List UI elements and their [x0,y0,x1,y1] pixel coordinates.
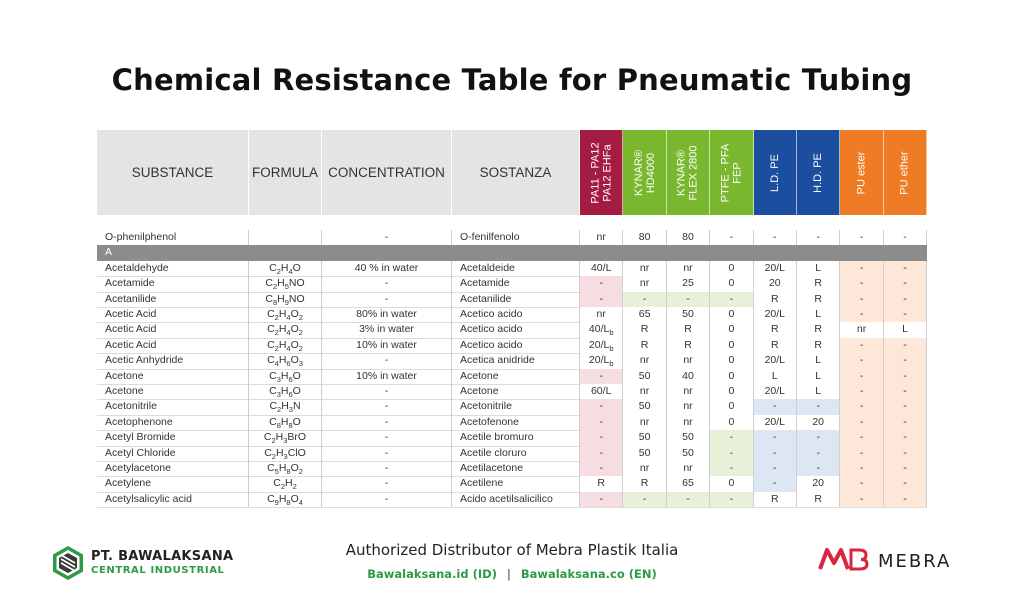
header-substance: SUBSTANCE [97,130,249,215]
cell-concentration: - [322,415,452,430]
cell-rating: nr [667,415,710,430]
material-label: PU ether [898,150,911,195]
cell-substance: Acetylacetone [97,461,249,476]
header-concentration: CONCENTRATION [322,130,452,215]
cell-sostanza: Acetico acido [452,307,580,322]
section-letter: A [105,246,113,259]
cell-sostanza: Acetile cloruro [452,446,580,461]
cell-rating: R [667,322,710,337]
cell-rating: R [754,492,797,507]
cell-rating: - [710,430,753,445]
cell-rating: 65 [623,307,666,322]
table-row [97,353,927,369]
header-formula: FORMULA [249,130,322,215]
cell-substance: Acetophenone [97,415,249,430]
cell-rating: R [754,292,797,307]
cell-rating: 0 [710,307,753,322]
cell-concentration: 80% in water [322,307,452,322]
cell-concentration: 3% in water [322,322,452,337]
website-links [0,567,1024,581]
cell-concentration: - [322,292,452,307]
cell-rating: - [840,446,883,461]
cell-rating: - [797,230,840,245]
cell-rating: - [840,292,883,307]
cell-rating: R [797,492,840,507]
table-row [97,261,927,277]
cell-rating: nr [840,322,883,337]
cell-rating: 50 [623,430,666,445]
cell-rating: - [884,399,927,414]
cell-rating: 20 [754,276,797,291]
cell-rating: - [754,476,797,491]
cell-rating: nr [623,415,666,430]
cell-rating: 50 [667,307,710,322]
cell-rating: - [754,399,797,414]
cell-formula: $C_4H_6O_3$ [249,353,322,368]
cell-sostanza: Acetaldeide [452,261,580,276]
cell-rating: 0 [710,399,753,414]
cell-rating: - [884,369,927,384]
table-row [97,430,927,446]
cell-concentration: - [322,492,452,507]
table-row [97,476,927,492]
cell-substance: Acetylene [97,476,249,491]
cell-rating: 20 [797,415,840,430]
cell-rating: nr [623,384,666,399]
cell-rating: 20/L [754,353,797,368]
cell-rating: $40/L_b$ [580,322,623,337]
header-material-5 [754,130,797,215]
cell-rating: nr [667,461,710,476]
cell-formula: $C_2H_4O$ [249,261,322,276]
cell-concentration: - [322,353,452,368]
table-header [97,130,927,215]
cell-rating: 0 [710,353,753,368]
cell-rating: nr [667,399,710,414]
cell-sostanza: Acetilacetone [452,461,580,476]
cell-substance: Acetaldehyde [97,261,249,276]
material-label: H.D. PE [812,152,825,193]
material-label: PTFE - PFA FEP [719,143,744,202]
material-label: PU ester [855,151,868,194]
cell-rating: nr [667,261,710,276]
cell-substance: Acetic Acid [97,322,249,337]
cell-concentration: 40 % in water [322,261,452,276]
cell-rating: R [623,322,666,337]
header-material-7 [840,130,883,215]
cell-formula: $C_2H_4O_2$ [249,322,322,337]
cell-rating: 25 [667,276,710,291]
cell-rating: L [797,307,840,322]
cell-rating: - [580,446,623,461]
cell-substance: Acetone [97,384,249,399]
cell-rating: L [797,384,840,399]
cell-formula: $C_2H_3ClO$ [249,446,322,461]
table-row [97,322,927,338]
table-row [97,461,927,477]
cell-substance: Acetic Acid [97,338,249,353]
header-material-1 [580,130,623,215]
cell-rating: - [840,353,883,368]
link-id[interactable]: Bawalaksana.id (ID) [367,567,497,581]
cell-rating: - [754,430,797,445]
cell-substance: Acetamide [97,276,249,291]
cell-rating: 20/L [754,384,797,399]
cell-concentration: - [322,276,452,291]
cell-rating: L [797,261,840,276]
cell-rating: 0 [710,276,753,291]
cell-rating: 50 [623,399,666,414]
cell-rating: - [840,492,883,507]
cell-concentration: - [322,230,452,245]
cell-rating: - [884,353,927,368]
cell-rating: - [884,230,927,245]
cell-rating: - [884,307,927,322]
header-material-2 [623,130,666,215]
link-separator: | [506,567,511,581]
cell-rating: R [623,338,666,353]
cell-rating: - [840,399,883,414]
cell-concentration: - [322,399,452,414]
cell-rating: - [797,461,840,476]
material-label: PA11 - PA12 PA12 EHFa [589,141,614,204]
cell-rating: - [884,430,927,445]
table-row [97,415,927,431]
cell-rating: L [797,353,840,368]
cell-rating: - [580,292,623,307]
cell-rating: 20 [797,476,840,491]
cell-formula: $C_2H_4O_2$ [249,307,322,322]
cell-rating: 50 [667,446,710,461]
cell-rating: - [840,384,883,399]
cell-rating: R [754,338,797,353]
cell-rating: 0 [710,338,753,353]
cell-substance: Acetylsalicylic acid [97,492,249,507]
table-row [97,292,927,308]
chemical-resistance-table [97,130,927,530]
cell-rating: - [840,461,883,476]
cell-rating: - [580,369,623,384]
material-label: KYNAR® HD4000 [632,149,657,196]
header-material-6 [797,130,840,215]
cell-rating: R [754,322,797,337]
cell-formula: $C_2H_3BrO$ [249,430,322,445]
cell-rating: 20/L [754,415,797,430]
cell-rating: - [667,292,710,307]
cell-rating: - [754,446,797,461]
cell-formula: $C_9H_8O_4$ [249,492,322,507]
cell-substance: Acetyl Chloride [97,446,249,461]
cell-formula: $C_2H_5NO$ [249,276,322,291]
header-sostanza: SOSTANZA [452,130,580,215]
section-band [97,245,927,260]
cell-formula: $C_3H_6O$ [249,369,322,384]
cell-rating: 0 [710,322,753,337]
cell-rating: - [667,492,710,507]
header-material-4 [710,130,753,215]
cell-rating: - [623,492,666,507]
material-label: KYNAR® FLEX 2800 [675,144,700,201]
cell-rating: - [840,476,883,491]
cell-rating: - [754,230,797,245]
cell-sostanza: Acetonitrile [452,399,580,414]
cell-rating: - [580,461,623,476]
cell-rating: 0 [710,384,753,399]
cell-sostanza: Acetile bromuro [452,430,580,445]
mebra-logo-icon [818,547,870,571]
cell-formula: $C_5H_8O_2$ [249,461,322,476]
cell-rating: 50 [623,369,666,384]
cell-rating: - [710,461,753,476]
cell-sostanza: Acido acetilsalicilico [452,492,580,507]
cell-rating: - [580,415,623,430]
cell-rating: R [580,476,623,491]
cell-substance: Acetone [97,369,249,384]
cell-sostanza: Acetico acido [452,338,580,353]
cell-substance: O-phenilphenol [97,230,249,245]
cell-rating: $20/L_b$ [580,338,623,353]
cell-sostanza: Acetanilide [452,292,580,307]
cell-rating: - [884,384,927,399]
cell-rating: R [623,476,666,491]
cell-sostanza: Acetica anidride [452,353,580,368]
cell-sostanza: Acetone [452,384,580,399]
cell-rating: 20/L [754,261,797,276]
cell-concentration: - [322,461,452,476]
cell-rating: - [840,338,883,353]
cell-rating: - [710,230,753,245]
cell-rating: nr [623,461,666,476]
cell-rating: R [797,322,840,337]
cell-rating: - [884,446,927,461]
cell-rating: L [884,322,927,337]
cell-rating: - [840,230,883,245]
table-row [97,384,927,400]
cell-rating: R [667,338,710,353]
cell-rating: nr [623,353,666,368]
table-row [97,276,927,292]
cell-rating: - [840,307,883,322]
cell-rating: - [580,399,623,414]
cell-formula [249,230,322,245]
cell-rating: 60/L [580,384,623,399]
cell-formula: $C_2H_4O_2$ [249,338,322,353]
cell-rating: $20/L_b$ [580,353,623,368]
cell-formula: $C_3H_6O$ [249,384,322,399]
cell-rating: 0 [710,415,753,430]
cell-rating: - [884,338,927,353]
cell-rating: nr [667,384,710,399]
cell-rating: - [884,461,927,476]
link-en[interactable]: Bawalaksana.co (EN) [520,567,657,581]
cell-sostanza: Acetone [452,369,580,384]
cell-concentration: - [322,446,452,461]
cell-rating: nr [667,353,710,368]
cell-rating: - [754,461,797,476]
cell-sostanza: Acetofenone [452,415,580,430]
cell-substance: Acetic Acid [97,307,249,322]
table-row [97,446,927,462]
cell-rating: - [840,369,883,384]
cell-sostanza: O-fenilfenolo [452,230,580,245]
cell-rating: - [580,276,623,291]
cell-rating: 0 [710,369,753,384]
cell-rating: nr [580,307,623,322]
distributor-text: Authorized Distributor of Mebra Plastik Italia [345,541,679,559]
cell-rating: - [884,276,927,291]
company-subtitle: CENTRAL INDUSTRIAL [91,565,225,576]
cell-sostanza: Acetico acido [452,322,580,337]
cell-rating: - [710,292,753,307]
cell-rating: - [840,261,883,276]
table-row [97,338,927,354]
cell-rating: 50 [623,446,666,461]
mebra-wordmark: MEBRA [878,551,952,572]
cell-rating: - [884,292,927,307]
company-name: PT. BAWALAKSANA [91,549,234,564]
table-row [97,399,927,415]
cell-rating: - [797,446,840,461]
cell-rating: - [623,292,666,307]
cell-rating: nr [623,276,666,291]
cell-concentration: - [322,430,452,445]
cell-substance: Acetanilide [97,292,249,307]
cell-formula: $C_8H_8O$ [249,415,322,430]
cell-rating: R [797,292,840,307]
cell-rating: - [840,415,883,430]
cell-concentration: 10% in water [322,369,452,384]
cell-rating: - [884,261,927,276]
cell-sostanza: Acetilene [452,476,580,491]
cell-formula: $C_2H_2$ [249,476,322,491]
header-material-3 [667,130,710,215]
cell-rating: 50 [667,430,710,445]
cell-substance: Acetic Anhydride [97,353,249,368]
cell-rating: 40 [667,369,710,384]
header-material-8 [884,130,927,215]
cell-rating: L [754,369,797,384]
table-row [97,492,927,508]
cell-rating: - [710,492,753,507]
cell-rating: R [797,276,840,291]
table-row [97,307,927,323]
cell-rating: 20/L [754,307,797,322]
material-label: L.D. PE [768,153,781,192]
cell-rating: - [840,430,883,445]
cell-formula: $C_8H_9NO$ [249,292,322,307]
cell-rating: - [884,415,927,430]
cell-rating: - [884,476,927,491]
cell-rating: - [797,399,840,414]
cell-rating: - [710,446,753,461]
cell-rating: 80 [623,230,666,245]
cell-rating: L [797,369,840,384]
cell-rating: - [840,276,883,291]
table-row [97,230,927,246]
cell-rating: nr [623,261,666,276]
cell-concentration: - [322,476,452,491]
table-row [97,369,927,385]
cell-concentration: 10% in water [322,338,452,353]
cell-rating: nr [580,230,623,245]
cell-rating: - [797,430,840,445]
cell-rating: 80 [667,230,710,245]
cell-substance: Acetonitrile [97,399,249,414]
page-title: Chemical Resistance Table for Pneumatic Tubing [111,63,913,97]
cell-rating: 0 [710,476,753,491]
cell-formula: $C_2H_3N$ [249,399,322,414]
cell-substance: Acetyl Bromide [97,430,249,445]
cell-rating: 40/L [580,261,623,276]
cell-rating: - [884,492,927,507]
cell-rating: R [797,338,840,353]
cell-rating: - [580,430,623,445]
cell-rating: 0 [710,261,753,276]
cell-sostanza: Acetamide [452,276,580,291]
cell-concentration: - [322,384,452,399]
cell-rating: - [580,492,623,507]
cell-rating: 65 [667,476,710,491]
